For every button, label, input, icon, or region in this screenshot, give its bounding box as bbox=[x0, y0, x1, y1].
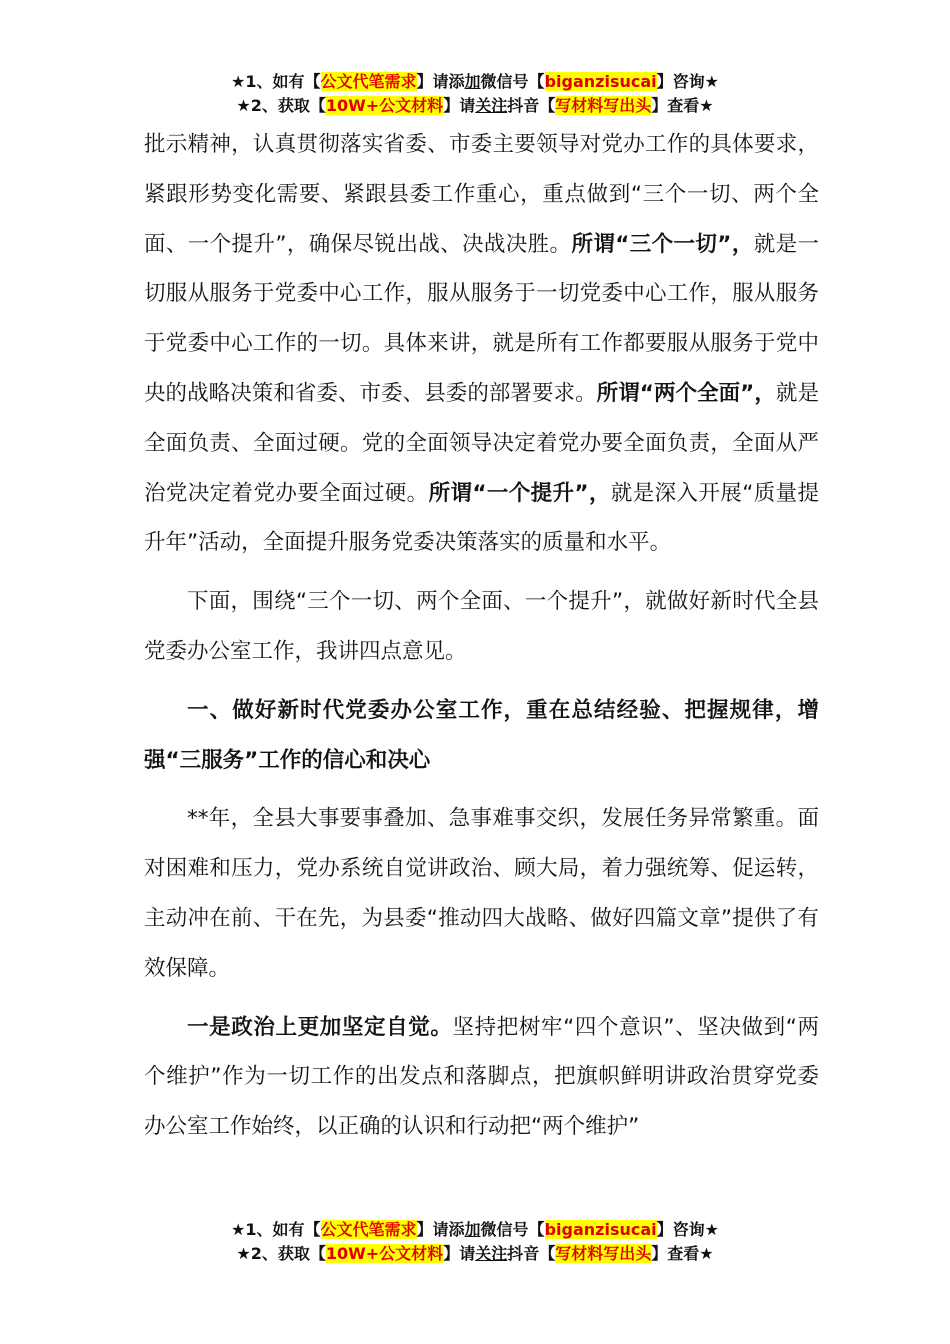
paragraph-point-1: 一是政治上更加坚定自觉。坚持把树牢“四个意识”、坚决做到“两个维护”作为一切工作的出发点和落脚点，把旗帜鲜明讲政治贯穿党委办公室工作始终，以正确的认识和行动把“两个维护” bbox=[144, 1014, 819, 1140]
document-body bbox=[144, 120, 819, 1152]
bottom-banner bbox=[0, 1218, 950, 1266]
highlight-wechat-id: biganzisucai bbox=[544, 72, 657, 91]
banner-line-2: ★2、获取【10W+公文材料】请关注抖音【写材料写出头】查看★ bbox=[236, 96, 714, 115]
highlight-wechat-id: biganzisucai bbox=[544, 1220, 657, 1239]
banner-line-1: ★1、如有【公文代笔需求】请添加微信号【biganzisucai】咨询★ bbox=[231, 1220, 719, 1239]
highlight-douyin: 写材料写出头 bbox=[555, 1244, 652, 1263]
highlight-service: 公文代笔需求 bbox=[320, 1220, 417, 1239]
banner-line-1: ★1、如有【公文代笔需求】请添加微信号【biganzisucai】咨询★ bbox=[231, 72, 719, 91]
highlight-materials: 10W+公文材料 bbox=[325, 96, 444, 115]
banner-line-2: ★2、获取【10W+公文材料】请关注抖音【写材料写出头】查看★ bbox=[236, 1244, 714, 1263]
section-heading-1: 一、做好新时代党委办公室工作，重在总结经验、把握规律，增强“三服务”工作的信心和决心 bbox=[144, 697, 819, 773]
highlight-douyin: 写材料写出头 bbox=[555, 96, 652, 115]
top-banner bbox=[0, 70, 950, 118]
highlight-service: 公文代笔需求 bbox=[320, 72, 417, 91]
paragraph-intro: 批示精神，认真贯彻落实省委、市委主要领导对党办工作的具体要求，紧跟形势变化需要、紧跟县委工作重心，重点做到“三个一切、两个全面、一个提升”，确保尽锐出战、决战决胜。所谓“三个一切”，就是一切服从服务于党委中心工作，服从服务于一切党委中心工作，服从服务于党委中心工作的一切。具体来讲，就是所有工作都要服从服务于党中央的战略决策和省委、市委、县委的部署要求。所谓“两个全面”，就是全面负责、全面过硬。党的全面领导决定着党办要全面负责，全面从严治党决定着党办要全面过硬。所谓“一个提升”，就是深入开展“质量提升年”活动，全面提升服务党委决策落实的质量和水平。 bbox=[144, 132, 820, 556]
paragraph-review: **年，全县大事要事叠加、急事难事交织，发展任务异常繁重。面对困难和压力，党办系统自觉讲政治、顾大局，着力强统筹、促运转，主动冲在前、干在先，为县委“推动四大战略、做好四篇文章”提供了有效保障。 bbox=[144, 806, 819, 981]
highlight-materials: 10W+公文材料 bbox=[325, 1244, 444, 1263]
paragraph-outline: 下面，围绕“三个一切、两个全面、一个提升”，就做好新时代全县党委办公室工作，我讲四点意见。 bbox=[144, 589, 819, 664]
